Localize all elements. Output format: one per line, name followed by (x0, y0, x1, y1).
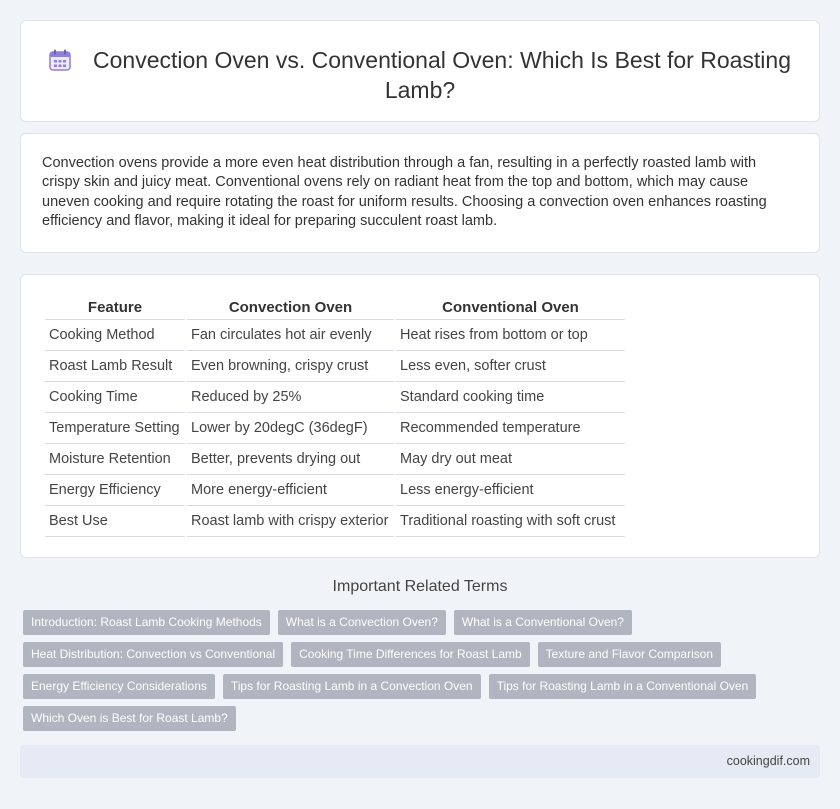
header-convection: Convection Oven (187, 296, 394, 320)
header-card (20, 20, 820, 122)
table-cell: Less even, softer crust (396, 351, 625, 382)
table-cell: Less energy-efficient (396, 475, 625, 506)
table-cell: Standard cooking time (396, 382, 625, 413)
related-term-tag[interactable]: Which Oven is Best for Roast Lamb? (23, 706, 236, 731)
header-conventional: Conventional Oven (396, 296, 625, 320)
table-cell: Energy Efficiency (45, 475, 185, 506)
table-cell: Recommended temperature (396, 413, 625, 444)
table-cell: Cooking Method (45, 320, 185, 351)
table-cell: Traditional roasting with soft crust (396, 506, 625, 537)
comparison-table (43, 296, 627, 537)
page-title: Convection Oven vs. Conventional Oven: Which Is Best for Roasting Lamb? (93, 47, 791, 103)
footer (20, 745, 820, 778)
page-title-wrap (21, 45, 819, 105)
table-cell: Heat rises from bottom or top (396, 320, 625, 351)
table-cell: Reduced by 25% (187, 382, 394, 413)
related-term-tag[interactable]: Tips for Roasting Lamb in a Conventional Oven (489, 674, 757, 699)
intro-card (20, 133, 820, 253)
table-cell: Even browning, crispy crust (187, 351, 394, 382)
table-row (45, 444, 625, 475)
table-row (45, 351, 625, 382)
header-feature: Feature (45, 296, 185, 320)
intro-paragraph: Convection ovens provide a more even heat distribution through a fan, resulting in a perfectly roasted lamb with crispy skin and juicy meat. Conventional ovens rely on radiant heat from the top and bottom, which may cause uneven cooking and require rotating the roast for uniform results. Choosing a convection oven enhances roasting efficiency and flavor, making it ideal for preparing succulent roast lamb. (42, 155, 767, 229)
table-cell: May dry out meat (396, 444, 625, 475)
table-row (45, 413, 625, 444)
related-terms-list (23, 610, 803, 738)
related-term-tag[interactable]: What is a Conventional Oven? (454, 610, 632, 635)
related-term-tag[interactable]: Tips for Roasting Lamb in a Convection Oven (223, 674, 481, 699)
calendar-icon (49, 49, 71, 71)
related-term-tag[interactable]: Cooking Time Differences for Roast Lamb (291, 642, 530, 667)
table-header-row (45, 296, 625, 320)
table-row (45, 320, 625, 351)
comparison-card (20, 274, 820, 558)
table-cell: Cooking Time (45, 382, 185, 413)
table-cell: Fan circulates hot air evenly (187, 320, 394, 351)
related-term-tag[interactable]: Introduction: Roast Lamb Cooking Methods (23, 610, 270, 635)
table-cell: Best Use (45, 506, 185, 537)
related-term-tag[interactable]: What is a Convection Oven? (278, 610, 446, 635)
table-cell: Roast lamb with crispy exterior (187, 506, 394, 537)
table-cell: Better, prevents drying out (187, 444, 394, 475)
table-cell: Temperature Setting (45, 413, 185, 444)
table-cell: Lower by 20degC (36degF) (187, 413, 394, 444)
table-row (45, 475, 625, 506)
related-terms-title: Important Related Terms (332, 578, 508, 595)
table-cell: Roast Lamb Result (45, 351, 185, 382)
related-term-tag[interactable]: Heat Distribution: Convection vs Conventional (23, 642, 283, 667)
table-row (45, 506, 625, 537)
footer-site-link[interactable]: cookingdif.com (726, 754, 810, 768)
table-cell: Moisture Retention (45, 444, 185, 475)
table-cell: More energy-efficient (187, 475, 394, 506)
related-term-tag[interactable]: Texture and Flavor Comparison (538, 642, 721, 667)
related-term-tag[interactable]: Energy Efficiency Considerations (23, 674, 215, 699)
table-row (45, 382, 625, 413)
